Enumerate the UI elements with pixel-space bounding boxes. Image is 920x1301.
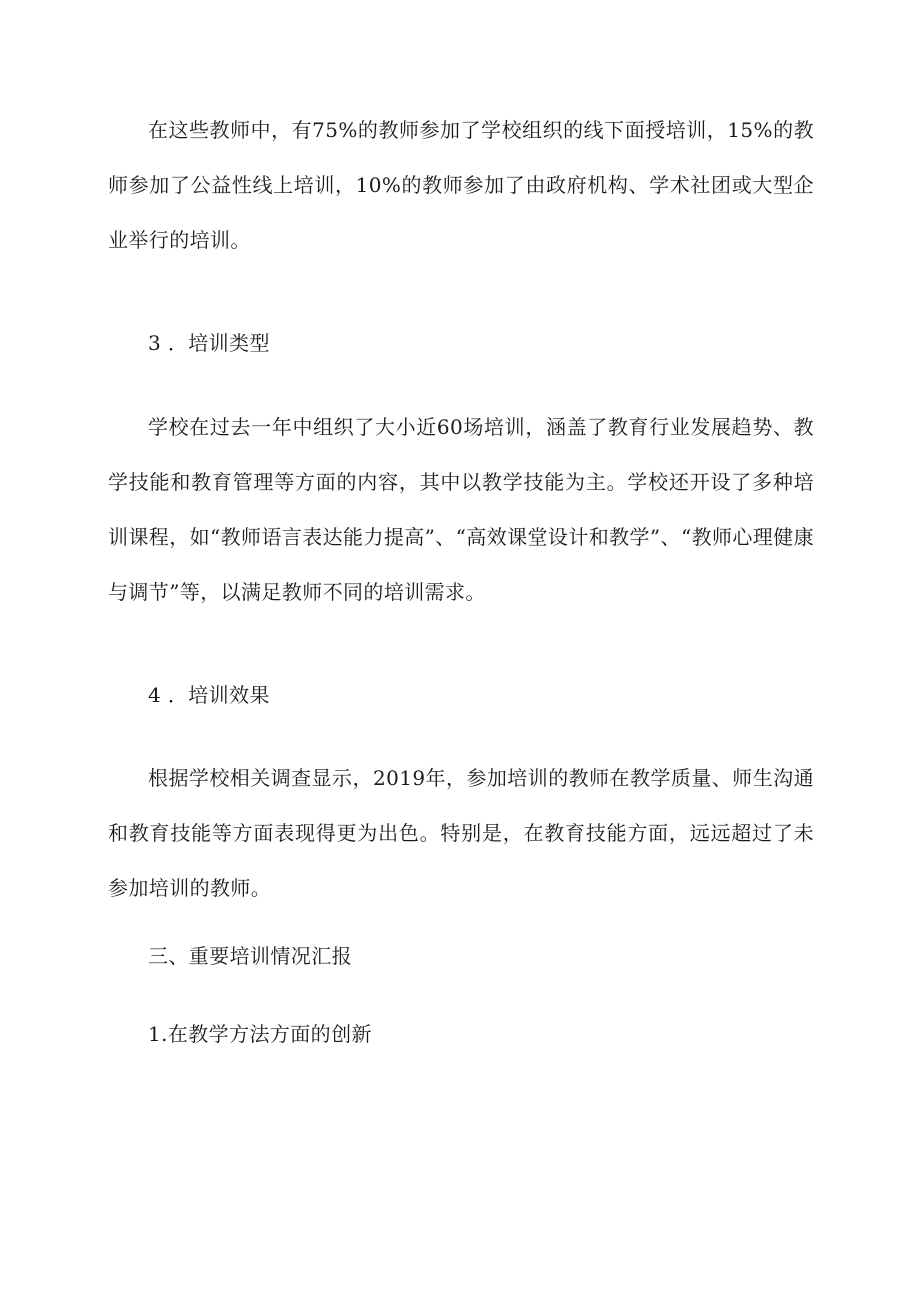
subsection-heading-teaching-methods: 1.在教学方法方面的创新	[148, 1022, 372, 1046]
paragraph-training-distribution: 在这些教师中，有75%的教师参加了学校组织的线下面授培训，15%的教师参加了公益性线上培训，10%的教师参加了由政府机构、学术社团或大型企业举行的培训。	[108, 118, 814, 252]
paragraph-training-effects: 根据学校相关调查显示，2019年，参加培训的教师在教学质量、师生沟通和教育技能等方面表现得更为出色。特别是，在教育技能方面，远远超过了未参加培训的教师。	[108, 766, 814, 900]
paragraph-training-types: 学校在过去一年中组织了大小近60场培训，涵盖了教育行业发展趋势、教学技能和教育管理等方面的内容，其中以教学技能为主。学校还开设了多种培训课程，如“教师语言表达能力提高”、“高效课堂设计和教学”、“教师心理健康与调节”等，以满足教师不同的培训需求。	[108, 415, 814, 604]
section-heading-important-training: 三、重要培训情况汇报	[148, 944, 352, 968]
heading-training-types: 3 ．培训类型	[148, 331, 270, 355]
heading-training-effects: 4 ．培训效果	[148, 683, 270, 707]
